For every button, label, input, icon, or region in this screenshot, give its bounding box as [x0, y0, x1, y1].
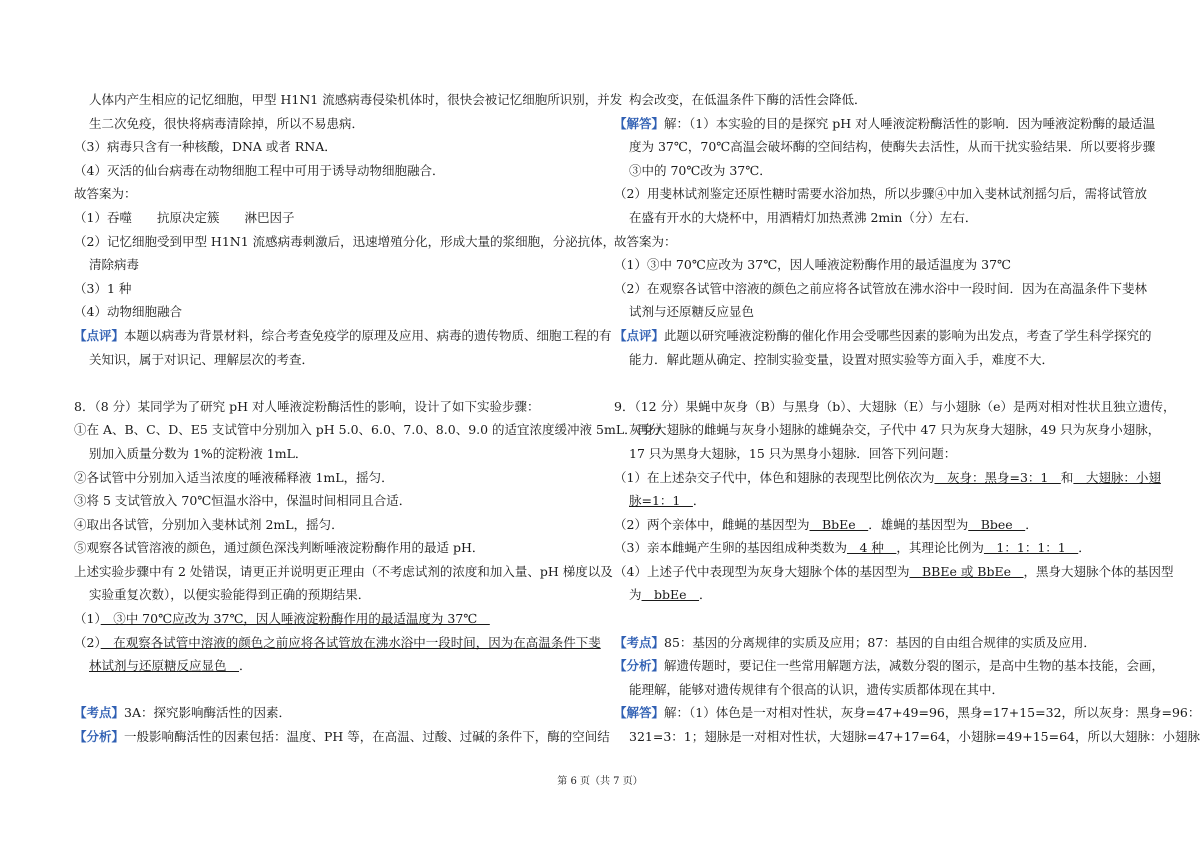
answer-line-1: [74, 607, 594, 631]
solution-text: 解：（1）体色是一对相对性状，灰身=47+49=96，黑身=17+15=32，所以灰身：黑身=96：: [664, 705, 1200, 721]
question-8-title: 8．（8 分）某同学为了研究 pH 对人唾液淀粉酶活性的影响，设计了如下实验步骤：: [74, 398, 540, 414]
question-text: （4）上述子代中表现型为灰身大翅脉个体的基因型为: [614, 563, 910, 579]
question-text: （3）亲本雌蝇产生卵的基因组成种类数为: [614, 540, 847, 556]
answer-fill: 大翅脉：小翅: [1073, 469, 1161, 485]
text-line: 能理解，能够对遗传规律有个很高的认识，遗传实质都体现在其中．: [629, 681, 1005, 697]
question-text: 为: [629, 587, 642, 603]
text-line: ②各试管中分别加入适当浓度的唾液稀释液 1mL，摇匀．: [74, 469, 394, 485]
text-line: 实验重复次数），以便实验能得到正确的预期结果．: [89, 587, 371, 603]
knowledge-point-line: [74, 701, 594, 725]
text-line: （3）病毒只含有一种核酸，DNA 或者 RNA．: [74, 139, 337, 155]
answer-line-2: [74, 631, 601, 655]
answer-fill: BbEe: [809, 516, 869, 532]
answer-prefix: （2）: [74, 634, 101, 650]
comment-text: 此题以研究唾液淀粉酶的催化作用会受哪些因素的影响为出发点，考查了学生科学探究的: [664, 327, 1152, 343]
knowledge-text: 3A：探究影响酶活性的因素．: [124, 705, 291, 721]
question-text: ，黑身大翅脉个体的基因型: [1023, 563, 1174, 579]
sub-question-3: [614, 536, 1134, 560]
answer-fill: Bbee: [968, 516, 1026, 532]
answer-fill: 1：1：1：1: [983, 540, 1079, 556]
text-line: 故答案为：: [74, 186, 137, 202]
page-footer: 第 6 页（共 7 页）: [557, 776, 643, 787]
text-line: （3）1 种: [74, 280, 132, 296]
text-line: （4）动物细胞融合: [74, 304, 182, 320]
comment-line: [614, 324, 1152, 348]
question-9-title: 9．（12 分）果蝇中灰身（B）与黑身（b）、大翅脉（E）与小翅脉（e）是两对相对性状且独立遗传，: [614, 398, 1176, 414]
answer-end: ．: [699, 587, 712, 603]
question-text: （1）在上述杂交子代中，体色和翅脉的表现型比例依次为: [614, 469, 935, 485]
sub-question-4: [614, 560, 1174, 584]
question-text: （2）两个亲体中，雌蝇的基因型为: [614, 516, 810, 532]
answer-fill: 林试剂与还原糖反应显色: [89, 658, 240, 674]
comment-line: [74, 324, 612, 348]
question-text: ，其理论比例为: [896, 540, 984, 556]
text-line: （2）用斐林试剂鉴定还原性糖时需要水浴加热，所以步骤④中加入斐林试剂摇匀后，需将试管放: [614, 186, 1147, 202]
text-line: 17 只为黑身大翅脉，15 只为黑身小翅脉．回答下列问题：: [629, 445, 957, 461]
analysis-tag: 【分析】: [74, 729, 125, 745]
text-line: 灰身大翅脉的雌蝇与灰身小翅脉的雄蝇杂交，子代中 47 只为灰身大翅脉，49 只为灰身小翅脉，: [629, 422, 1161, 438]
text-line: 人体内产生相应的记忆细胞，甲型 H1N1 流感病毒侵染机体时，很快会被记忆细胞所识别，并发: [89, 92, 623, 107]
knowledge-point-line: [614, 631, 1134, 655]
answer-prefix: （1）: [74, 611, 101, 627]
answer-end: ．: [1025, 516, 1038, 532]
text-line: ⑤观察各试管溶液的颜色，通过颜色深浅判断唾液淀粉酶作用的最适 pH．: [74, 540, 485, 556]
answer-end: ．: [239, 658, 252, 674]
knowledge-text: 85：基因的分离规律的实质及应用；87：基因的自由组合规律的实质及应用．: [664, 634, 1096, 650]
sub-question-1-cont: [614, 489, 1134, 513]
analysis-line: [614, 654, 1165, 678]
text-line: 上述实验步骤中有 2 处错误，请更正并说明更正理由（不考虑试剂的浓度和加入量、pH 梯度以及: [74, 563, 613, 579]
text-line: 清除病毒: [89, 257, 140, 273]
solution-tag: 【解答】: [614, 115, 665, 131]
sub-question-4-cont: [614, 583, 1134, 607]
text-line: （2）在观察各试管中溶液的颜色之前应将各试管放在沸水浴中一段时间．因为在高温条件下斐林: [614, 280, 1147, 296]
comment-tag: 【点评】: [74, 327, 125, 343]
text-line: 别加入质量分数为 1%的淀粉液 1mL．: [89, 445, 308, 461]
text-line: 故答案为：: [614, 233, 677, 249]
text-line: ①在 A、B、C、D、E5 支试管中分别加入 pH 5.0、6.0、7.0、8.0、9.0 的适宜浓度缓冲液 5mL．再分: [74, 422, 662, 438]
answer-line-2-cont: [74, 654, 594, 678]
text-line: （1）③中 70℃应改为 37℃，因人唾液淀粉酶作用的最适温度为 37℃: [614, 257, 1012, 273]
text-line: 构会改变，在低温条件下酶的活性会降低．: [629, 92, 867, 107]
text-line: （4）灭活的仙台病毒在动物细胞工程中可用于诱导动物细胞融合．: [74, 162, 445, 178]
solution-text: 解：（1）本实验的目的是探究 pH 对人唾液淀粉酶活性的影响．因为唾液淀粉酶的最适温: [664, 115, 1156, 131]
question-text: ．雄蝇的基因型为: [868, 516, 969, 532]
text-line: 生二次免疫，很快将病毒清除掉，所以不易患病．: [89, 115, 365, 131]
text-line: 试剂与还原糖反应显色: [629, 304, 755, 320]
text-line: 321=3：1；翅脉是一对相对性状，大翅脉=47+17=64，小翅脉=49+15=64，所以大翅脉：小翅脉: [629, 729, 1200, 745]
knowledge-tag: 【考点】: [74, 705, 125, 721]
answer-fill: 脉=1：1: [629, 493, 693, 509]
text-line: 度为 37℃，70℃高温会破坏酶的空间结构，使酶失去活性，从而干扰实验结果．所以要将步骤: [629, 139, 1156, 155]
sub-question-1: [614, 466, 1161, 490]
answer-end: ．: [1078, 540, 1091, 556]
comment-tag: 【点评】: [614, 327, 665, 343]
comment-text: 本题以病毒为背景材料，综合考查免疫学的原理及应用、病毒的遗传物质、细胞工程的有: [124, 327, 612, 343]
text-line: 关知识，属于对识记、理解层次的考查．: [89, 351, 315, 367]
analysis-tag: 【分析】: [614, 658, 665, 674]
analysis-text: 一般影响酶活性的因素包括：温度、PH 等，在高温、过酸、过碱的条件下，酶的空间结: [124, 729, 610, 745]
answer-fill: 在观察各试管中溶液的颜色之前应将各试管放在沸水浴中一段时间，因为在高温条件下斐: [100, 634, 601, 650]
text-line: （1）吞噬 抗原决定簇 淋巴因子: [74, 209, 295, 225]
answer-fill: ③中 70℃应改为 37℃，因人唾液淀粉酶作用的最适温度为 37℃: [100, 611, 490, 627]
solution-tag: 【解答】: [614, 705, 665, 721]
text-line: 能力．解此题从确定、控制实验变量，设置对照实验等方面入手，难度不大．: [629, 351, 1055, 367]
analysis-line: [74, 725, 610, 749]
answer-fill: BBEe 或 BbEe: [909, 563, 1024, 579]
solution-line: [614, 112, 1156, 136]
text-line: 在盛有开水的大烧杯中，用酒精灯加热煮沸 2min（分）左右．: [629, 209, 978, 225]
answer-fill: 灰身：黑身=3：1: [934, 469, 1061, 485]
analysis-text: 解遗传题时，要记住一些常用解题方法，减数分裂的图示，是高中生物的基本技能，会画，: [664, 658, 1165, 674]
knowledge-tag: 【考点】: [614, 634, 665, 650]
question-text: 和: [1060, 469, 1074, 485]
answer-end: ．: [692, 493, 706, 509]
solution-line: [614, 701, 1200, 725]
sub-question-2: [614, 513, 1134, 537]
text-line: ④取出各试管，分别加入斐林试剂 2mL，摇匀．: [74, 516, 344, 532]
answer-fill: bbEe: [641, 587, 700, 603]
text-line: （2）记忆细胞受到甲型 H1N1 流感病毒刺激后，迅速增殖分化，形成大量的浆细胞，分泌抗体，: [74, 233, 616, 249]
text-line: ③将 5 支试管放入 70℃恒温水浴中，保温时间相同且合适．: [74, 493, 412, 509]
right-column: [614, 88, 1200, 749]
text-line: ③中的 70℃改为 37℃．: [629, 162, 772, 178]
answer-fill: 4 种: [846, 540, 897, 556]
